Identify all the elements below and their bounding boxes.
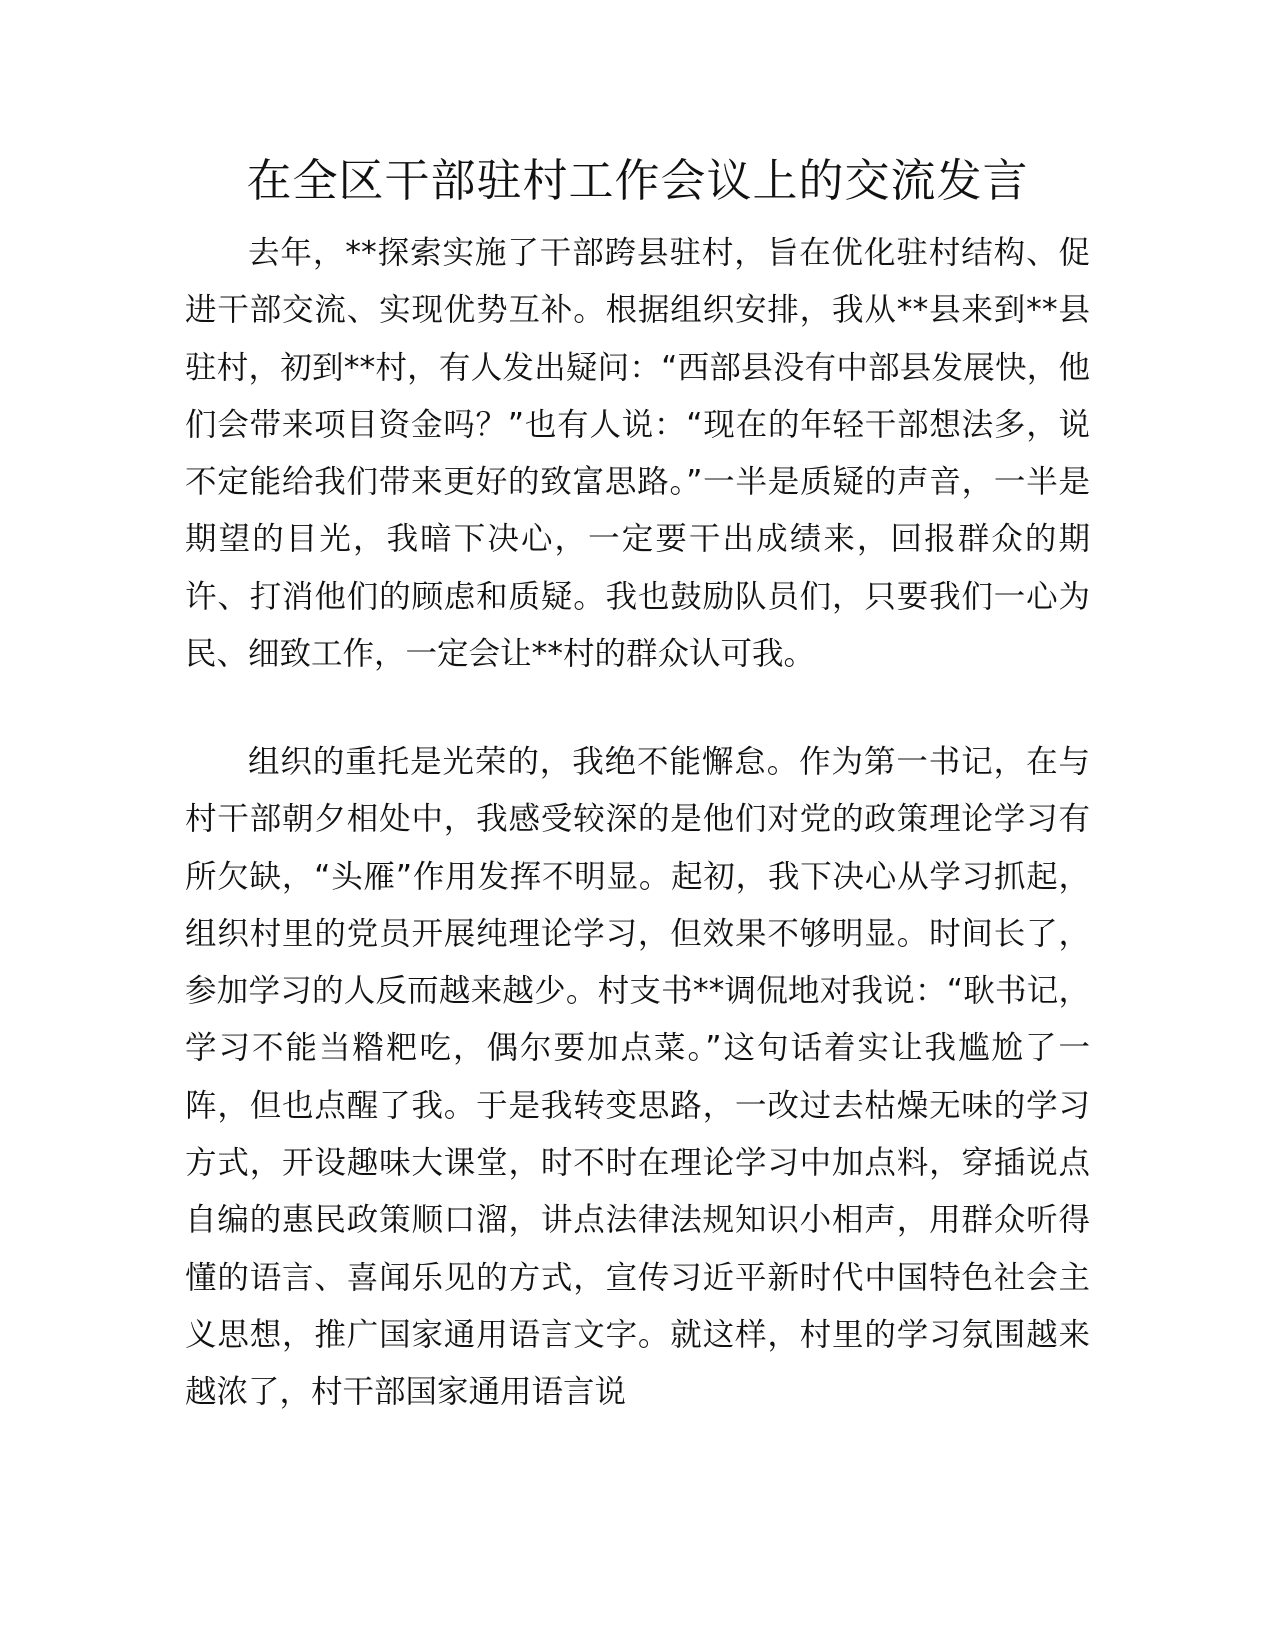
paragraph-1: 去年，**探索实施了干部跨县驻村，旨在优化驻村结构、促进干部交流、实现优势互补。根据组织安排，我从**县来到**县驻村，初到**村，有人发出疑问：“西部县没有中部县发展快，他们会带来项目资金吗？”也有人说：“现在的年轻干部想法多，说不定能给我们带来更好的致富思路。”一半是质疑的声音，一半是期望的目光，我暗下决心，一定要干出成绩来，回报群众的期许、打消他们的顾虑和质疑。我也鼓励队员们，只要我们一心为民、细致工作，一定会让**村的群众认可我。	[185, 235, 1090, 673]
paragraph-2: 组织的重托是光荣的，我绝不能懈怠。作为第一书记，在与村干部朝夕相处中，我感受较深的是他们对党的政策理论学习有所欠缺，“头雁”作用发挥不明显。起初，我下决心从学习抓起，组织村里的党员开展纯理论学习，但效果不够明显。时间长了，参加学习的人反而越来越少。村支书**调侃地对我说：“耿书记，学习不能当糌粑吃，偶尔要加点菜。”这句话着实让我尴尬了一阵，但也点醒了我。于是我转变思路，一改过去枯燥无味的学习方式，开设趣味大课堂，时不时在理论学习中加点料，穿插说点自编的惠民政策顺口溜，讲点法律法规知识小相声，用群众听得懂的语言、喜闻乐见的方式，宣传习近平新时代中国特色社会主义思想，推广国家通用语言文字。就这样，村里的学习氛围越来越浓了，村干部国家通用语言说	[185, 744, 1090, 1411]
document-title: 在全区干部驻村工作会议上的交流发言	[246, 154, 1029, 207]
